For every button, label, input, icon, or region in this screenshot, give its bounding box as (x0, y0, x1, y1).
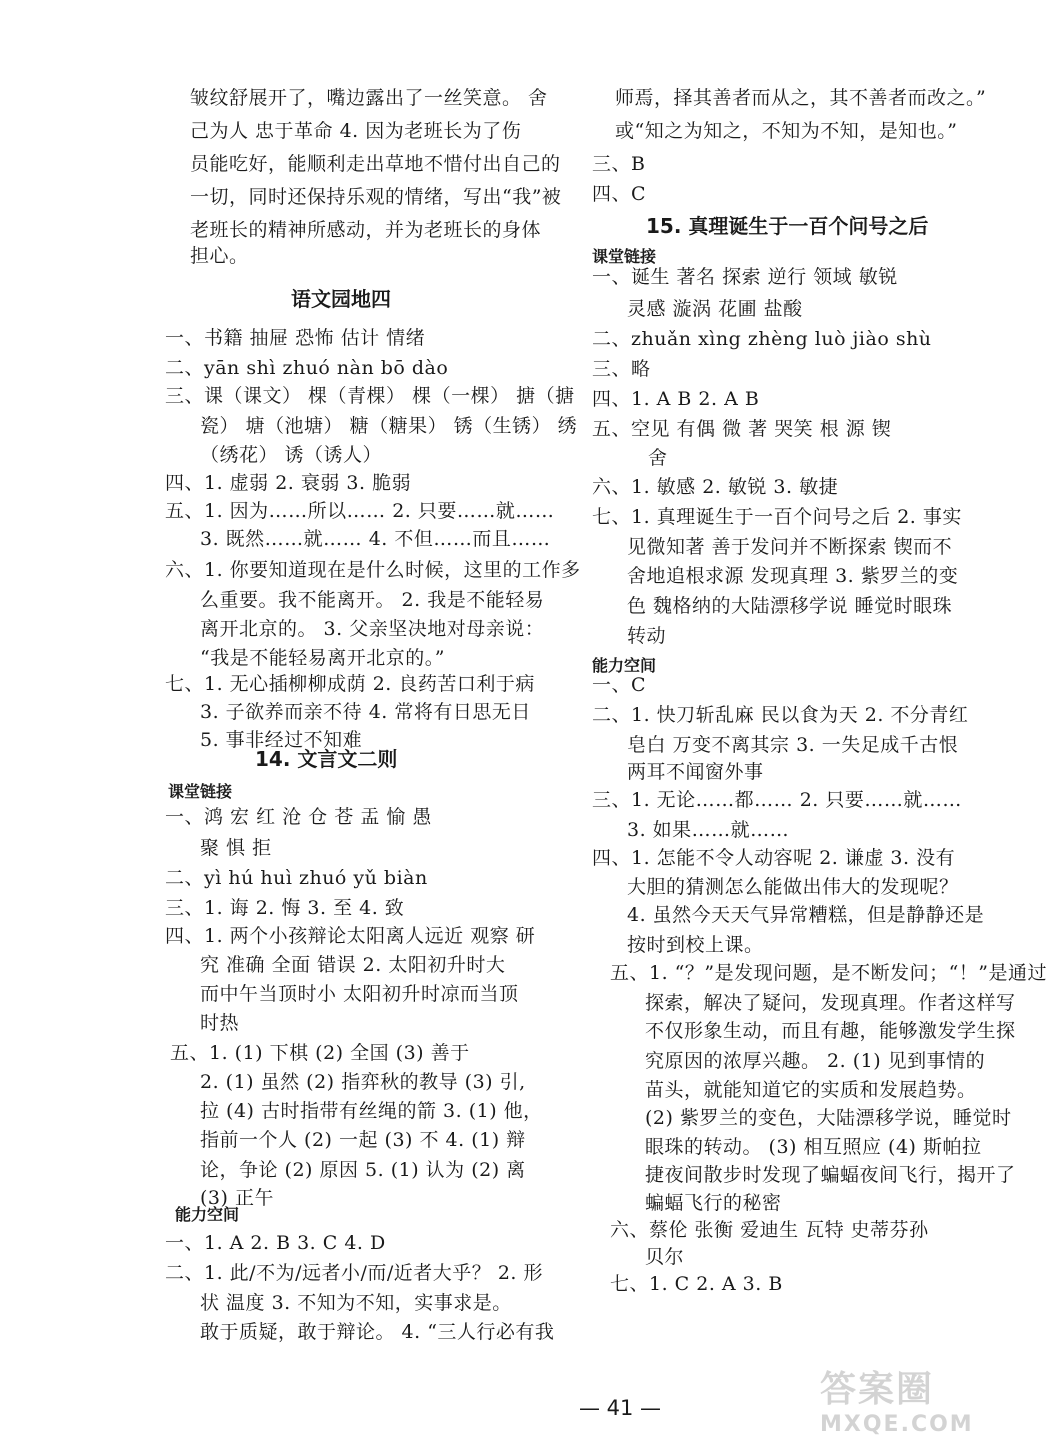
section-title: 15. 真理诞生于一百个问号之后 (646, 214, 929, 238)
answer-line: 聚 惧 拒 (200, 837, 272, 859)
answer-line: 论，争论 (2) 原因 5. (1) 认为 (2) 离 (200, 1159, 526, 1181)
text-line: 员能吃好，能顺利走出草地不惜付出自己的 (190, 153, 561, 175)
answer-line: 眼珠的转动。 (3) 相互照应 (4) 斯帕拉 (645, 1136, 982, 1158)
answer-line: 大胆的猜测怎么能做出伟大的发现呢？ (627, 876, 959, 898)
answer-line: 舍地追根求源 发现真理 3. 紫罗兰的变 (627, 565, 959, 587)
answer-line: 五、1. (1) 下棋 (2) 全国 (3) 善于 (170, 1042, 470, 1064)
answer-line: 四、1. 两个小孩辩论太阳离人远近 观察 研 (165, 925, 536, 947)
watermark-text: 答案圈 (820, 1369, 935, 1410)
answer-line: 七、1. 无心插柳柳成荫 2. 良药苦口利于病 (165, 673, 535, 695)
answer-line: 二、1. 此/不为/远者小/而/近者大乎？ 2. 形 (165, 1262, 543, 1284)
answer-line: 五、空见 有偶 微 著 哭笑 根 源 锲 (592, 418, 892, 440)
answer-line: （绣花） 诱（诱人） (200, 444, 383, 466)
answer-line: 三、1. 无论……都…… 2. 只要……就…… (592, 789, 962, 811)
text-line: 皱纹舒展开了，嘴边露出了一丝笑意。 舍 (190, 87, 548, 109)
answer-line: 五、1. 因为……所以…… 2. 只要……就…… (165, 500, 555, 522)
text-line: 师焉，择其善者而从之，其不善者而改之。” (615, 87, 987, 109)
answer-line: 一、C (592, 674, 647, 696)
answer-line: 五、1. “？”是发现问题，是不断发问；“！”是通过 (610, 962, 1047, 984)
answer-line: 拉 (4) 古时指带有丝绳的箭 3. (1) 他， (200, 1100, 543, 1122)
watermark-url: MXQE.COM (820, 1412, 974, 1437)
answer-line: 六、1. 敏感 2. 敏锐 3. 敏捷 (592, 476, 839, 498)
answer-line: 敢于质疑，敢于辩论。 4. “三人行必有我 (200, 1321, 555, 1343)
answer-line: 状 温度 3. 不知为不知，实事求是。 (200, 1292, 512, 1314)
answer-line: 3. 既然……就…… 4. 不但……而且…… (200, 528, 551, 550)
text-line: 或“知之为知之，不知为不知，是知也。” (615, 120, 958, 142)
answer-line: 不仅形象生动，而且有趣，能够激发学生探 (645, 1020, 1016, 1042)
answer-line: 两耳不闻窗外事 (627, 761, 764, 783)
answer-line: 一、诞生 著名 探索 逆行 领域 敏锐 (592, 266, 898, 288)
answer-line: 2. (1) 虽然 (2) 指弈秋的教导 (3) 引, (200, 1071, 526, 1093)
answer-line: 舍 (648, 447, 668, 469)
answer-line: 瓷） 塘（池塘） 糖（糖果） 锈（生锈） 绣 (200, 415, 578, 437)
answer-line: 六、1. 你要知道现在是什么时候，这里的工作多 (165, 559, 581, 581)
answer-line: 灵感 漩涡 花圃 盐酸 (627, 298, 803, 320)
subsection-label: 课堂链接 (592, 247, 657, 266)
answer-line: 见微知著 善于发问并不断探索 锲而不 (627, 536, 953, 558)
answer-line: 色 魏格纳的大陆漂移学说 睡觉时眼珠 (627, 595, 953, 617)
answer-line: 捷夜间散步时发现了蝙蝠夜间飞行，揭开了 (645, 1164, 1016, 1186)
answer-line: (2) 紫罗兰的变色，大陆漂移学说，睡觉时 (645, 1107, 1012, 1129)
answer-line: 一、鸿 宏 红 沧 仓 苍 盂 愉 愚 (165, 806, 432, 828)
subsection-label: 课堂链接 (168, 782, 233, 801)
answer-line: 么重要。我不能离开。 2. 我是不能轻易 (200, 589, 545, 611)
section-title: 语文园地四 (291, 287, 391, 311)
answer-line: 究原因的浓厚兴趣。 2. (1) 见到事情的 (645, 1050, 986, 1072)
answer-line: 六、蔡伦 张衡 爱迪生 瓦特 史蒂芬孙 (610, 1219, 929, 1241)
answer-line: 3. 子欲养而亲不待 4. 常将有日思无日 (200, 701, 531, 723)
answer-line: 二、yān shì zhuó nàn bō dào (165, 357, 449, 379)
answer-line: 三、1. 诲 2. 悔 3. 至 4. 致 (165, 897, 405, 919)
answer-line: 三、课（课文） 棵（青棵） 棵（一棵） 搪（搪 (165, 385, 575, 407)
text-line: 己为人 忠于革命 4. 因为老班长为了伤 (190, 120, 522, 142)
answer-line: 4. 虽然今天天气异常糟糕，但是静静还是 (627, 904, 985, 926)
text-line: 一切，同时还保持乐观的情绪，写出“我”被 (190, 186, 562, 208)
answer-line: 离开北京的。 3. 父亲坚决地对母亲说： (200, 618, 545, 640)
answer-line: 苗头，就能知道它的实质和发展趋势。 (645, 1079, 977, 1101)
answer-line: 贝尔 (645, 1246, 685, 1268)
answer-line: 转动 (627, 625, 667, 647)
answer-line: 指前一个人 (2) 一起 (3) 不 4. (1) 辩 (200, 1129, 526, 1151)
answer-line: 四、1. 虚弱 2. 衰弱 3. 脆弱 (165, 472, 412, 494)
answer-line: 蝙蝠飞行的秘密 (645, 1192, 782, 1214)
answer-line: 按时到校上课。 (627, 934, 764, 956)
answer-line: 一、1. A 2. B 3. C 4. D (165, 1232, 386, 1254)
answer-line: “我是不能轻易离开北京的。” (200, 647, 445, 669)
subsection-label: 能力空间 (592, 656, 657, 675)
answer-line: 5. 事非经过不知难 (200, 729, 363, 751)
answer-line: 3. 如果……就…… (627, 819, 790, 841)
answer-line: 究 准确 全面 错误 2. 太阳初升时大 (200, 954, 506, 976)
answer-line: 二、yì hú huì zhuó yǔ biàn (165, 867, 428, 889)
answer-line: 三、略 (592, 358, 651, 380)
answer-line: 四、1. A B 2. A B (592, 388, 760, 410)
answer-line: 四、C (592, 183, 647, 205)
answer-line: 四、1. 怎能不令人动容呢 2. 谦虚 3. 没有 (592, 847, 956, 869)
answer-line: 七、1. 真理诞生于一百个问号之后 2. 事实 (592, 506, 962, 528)
page-number: — 41 — (578, 1396, 662, 1420)
answer-line: 皂白 万变不离其宗 3. 一失足成千古恨 (627, 734, 959, 756)
answer-line: 三、B (592, 153, 646, 175)
answer-line: 七、1. C 2. A 3. B (610, 1273, 783, 1295)
section-title: 14. 文言文二则 (255, 747, 398, 771)
answer-line: 时热 (200, 1012, 240, 1034)
answer-line: 二、1. 快刀斩乱麻 民以食为天 2. 不分青红 (592, 704, 969, 726)
answer-line: 探索，解决了疑问，发现真理。作者这样写 (645, 992, 1016, 1014)
subsection-label: 能力空间 (175, 1205, 240, 1224)
answer-line: 一、书籍 抽屉 恐怖 估计 情绪 (165, 327, 426, 349)
answer-line: 二、zhuǎn xìng zhèng luò jiào shù (592, 328, 932, 350)
answer-line: 而中午当顶时小 太阳初升时凉而当顶 (200, 983, 519, 1005)
text-line: 担心。 (190, 245, 249, 267)
text-line: 老班长的精神所感动，并为老班长的身体 (190, 219, 542, 241)
answer-line: (3) 正午 (200, 1187, 274, 1209)
watermark-logo (820, 1368, 990, 1448)
